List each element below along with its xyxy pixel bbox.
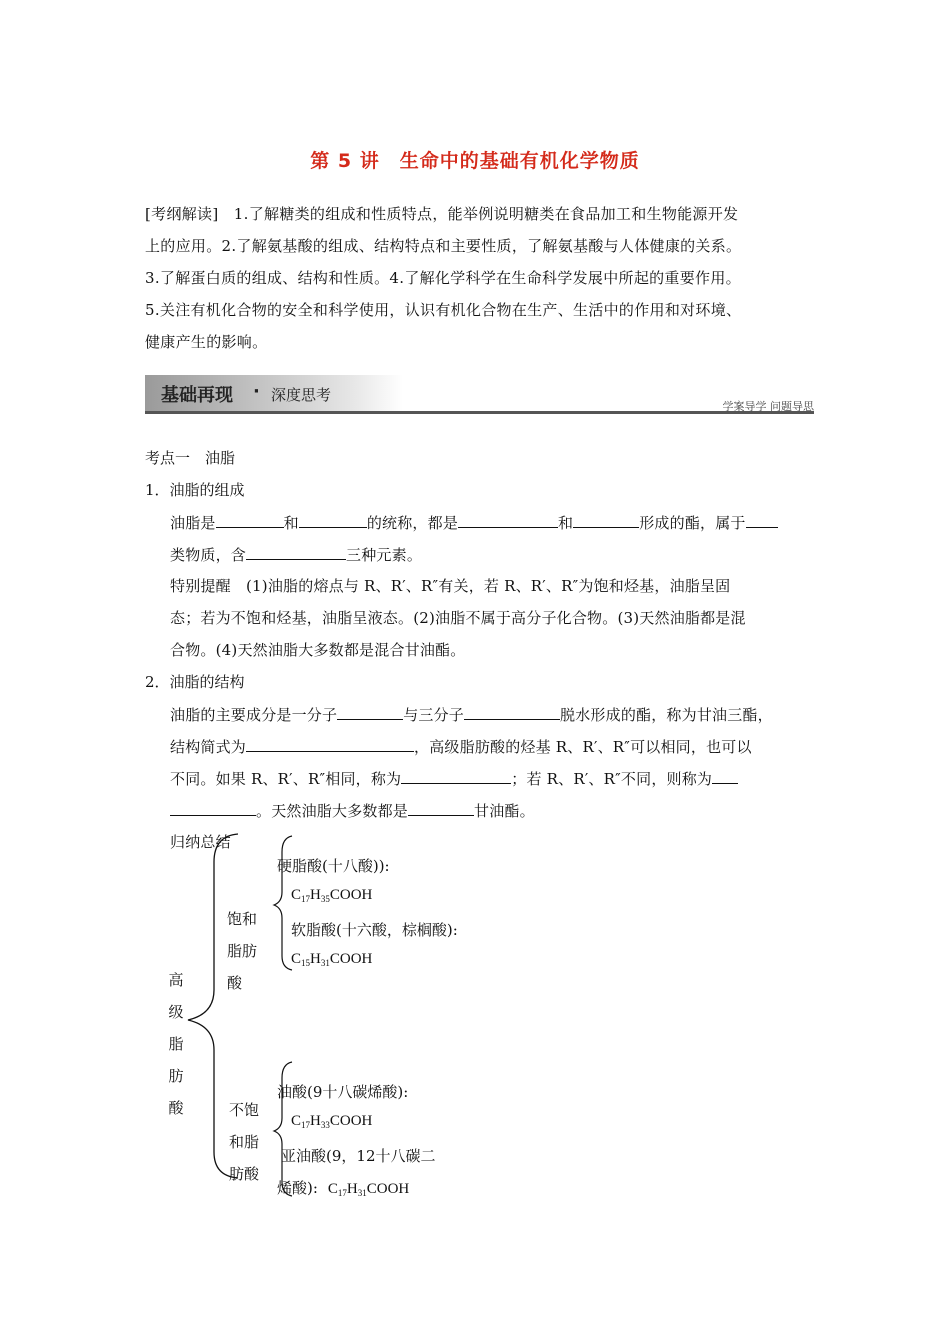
text: 油脂的主要成分是一分子	[170, 706, 338, 724]
intro-line-1: [考纲解读] 1.了解糖类的组成和性质特点，能举例说明糖类在食品加工和生物能源开发	[145, 205, 739, 223]
f: 15	[301, 958, 311, 968]
banner-right-text: 学案导学 问题导思	[722, 400, 814, 413]
label-line: 和脂	[229, 1133, 260, 1151]
f: C	[291, 887, 302, 903]
f: H	[310, 951, 321, 967]
text: 和	[558, 514, 574, 532]
f: C	[327, 1181, 338, 1197]
text: 油脂是	[170, 514, 216, 532]
text: 。天然油脂大多数都是	[256, 802, 409, 820]
section-heading: 考点一 油脂	[145, 449, 236, 467]
oleic-acid-name: 油酸(9十八碳烯酸):	[277, 1083, 409, 1101]
palmitic-acid-name: 软脂酸(十六酸，棕榈酸):	[291, 921, 458, 939]
label-line: 不饱	[229, 1101, 260, 1119]
f: 31	[357, 1188, 367, 1198]
label-line: 酸	[227, 974, 243, 992]
f: COOH	[366, 1181, 410, 1197]
text: 不同。如果 R、R′、R″相同，称为	[170, 770, 402, 788]
saturated-label	[227, 903, 257, 999]
f: COOH	[329, 887, 373, 903]
tip-line-2: 态；若为不饱和烃基，油脂呈液态。(2)油脂不属于高分子化合物。(3)天然油脂都是混	[170, 609, 746, 627]
text: 结构简式为	[170, 738, 247, 756]
text: 与三分子	[403, 706, 465, 724]
text: 和	[283, 514, 299, 532]
palmitic-acid-formula	[291, 951, 372, 968]
text: 脱水形成的酯，称为甘油三酯，	[560, 706, 773, 724]
f: 17	[301, 894, 311, 904]
label-line: 肪酸	[229, 1165, 260, 1183]
label-line: 脂肪	[227, 942, 258, 960]
f: 17	[301, 1120, 311, 1130]
text: 三种元素。	[346, 546, 423, 564]
unsaturated-label	[229, 1094, 259, 1190]
f: H	[346, 1181, 358, 1197]
text: 甘油酯。	[474, 802, 535, 820]
item1-heading: 1．油脂的组成	[145, 481, 245, 499]
banner-subtitle: 深度思考	[271, 386, 332, 404]
f: COOH	[329, 951, 373, 967]
stearic-acid-formula	[291, 887, 372, 904]
f: COOH	[329, 1113, 373, 1129]
f: H	[310, 887, 321, 903]
text: 类物质，含	[170, 546, 247, 564]
intro-line-5: 健康产生的影响。	[145, 333, 268, 351]
f: H	[310, 1113, 321, 1129]
intro-line-2: 上的应用。2.了解氨基酸的组成、结构特点和主要性质，了解氨基酸与人体健康的关系。	[145, 237, 742, 255]
f: 31	[320, 958, 330, 968]
intro-line-3: 3.了解蛋白质的组成、结构和性质。4.了解化学科学在生命科学发展中所起的重要作用。	[145, 269, 741, 287]
text: 的统称，都是	[366, 514, 459, 532]
linoleic-acid-name: 亚油酸(9，12十八碳二	[281, 1147, 436, 1165]
root-label: 高级脂肪酸	[168, 971, 184, 1117]
oleic-acid-formula	[291, 1113, 372, 1130]
text: ；若 R、R′、R″不同，则称为	[511, 770, 713, 788]
text: 烯酸):	[277, 1179, 318, 1197]
f: C	[291, 951, 302, 967]
linoleic-acid-formula	[328, 1181, 409, 1197]
tip-line-1: 特别提醒 (1)油脂的熔点与 R、R′、R″有关，若 R、R′、R″为饱和烃基，油脂呈固	[170, 577, 731, 595]
f: 35	[320, 894, 330, 904]
banner-dot: ·	[253, 381, 260, 402]
stearic-acid-name: 硬脂酸(十八酸)):	[277, 857, 390, 875]
banner-title: 基础再现	[161, 385, 233, 406]
page-title: 第 5 讲 生命中的基础有机化学物质	[310, 150, 640, 172]
linoleic-acid-line2	[277, 1177, 409, 1198]
f: 33	[320, 1120, 330, 1130]
f: 17	[337, 1188, 347, 1198]
f: C	[291, 1113, 302, 1129]
tip-line-3: 合物。(4)天然油脂大多数都是混合甘油酯。	[170, 641, 466, 659]
item2-heading: 2．油脂的结构	[145, 673, 245, 691]
intro-line-4: 5.关注有机化合物的安全和科学使用，认识有机化合物在生产、生活中的作用和对环境、	[145, 301, 742, 319]
text: 形成的酯，属于	[639, 514, 746, 532]
text: ，高级脂肪酸的烃基 R、R′、R″可以相同，也可以	[414, 738, 752, 756]
label-line: 饱和	[227, 910, 258, 928]
summary-heading: 归纳总结	[170, 833, 231, 851]
